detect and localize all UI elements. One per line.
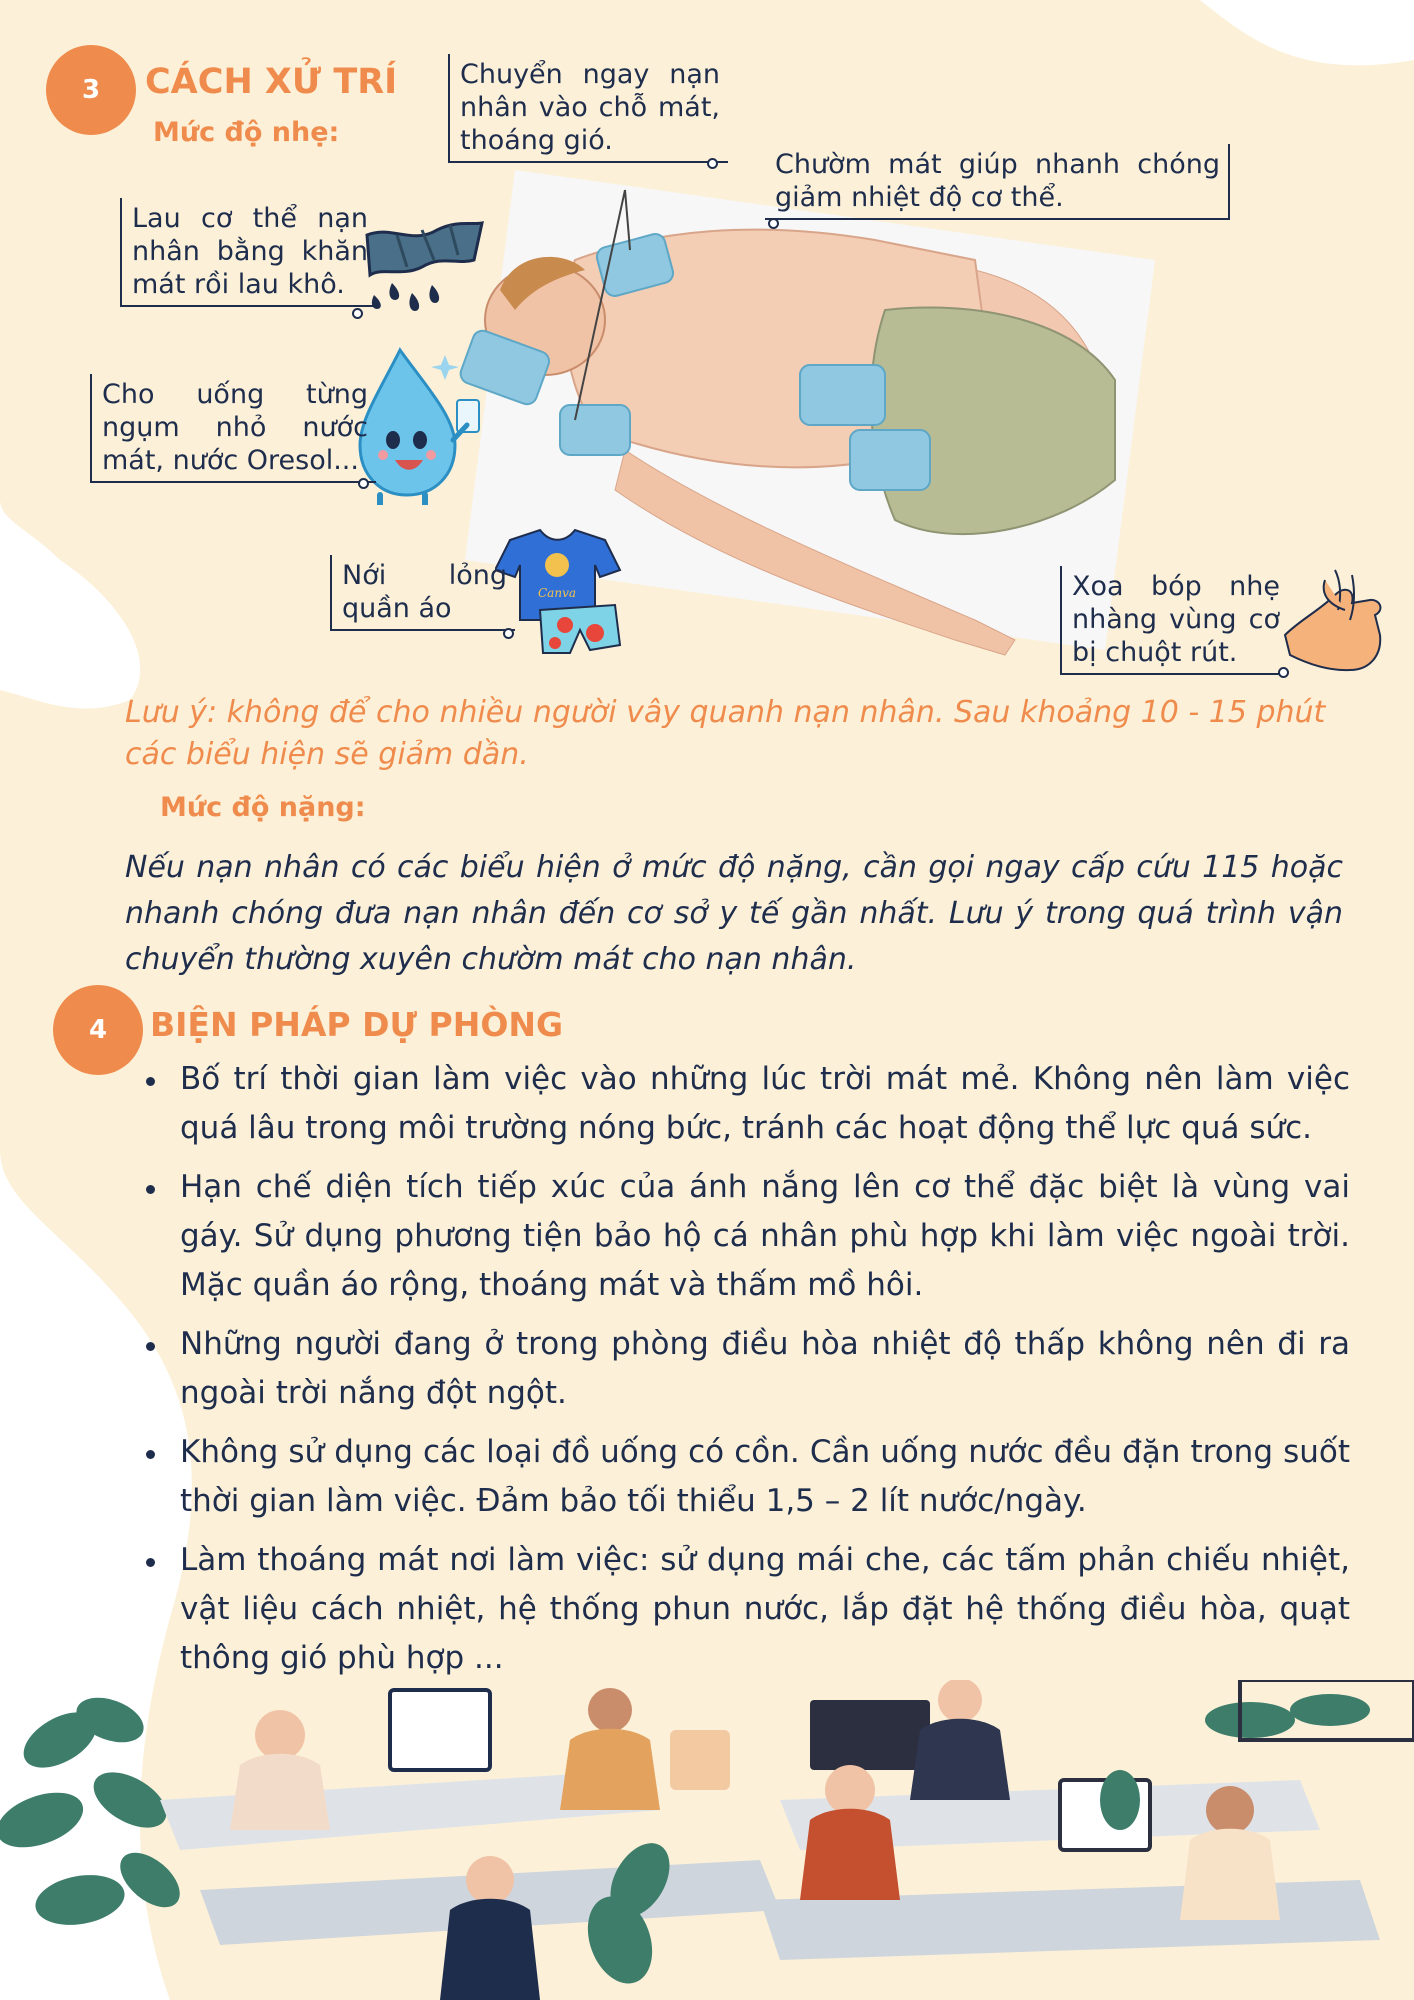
prevention-list [140, 1055, 1350, 1693]
office-workers-illustration [0, 1680, 1414, 2000]
shirt-logo: Canva [538, 586, 576, 600]
severe-heading: Mức độ nặng: [160, 792, 366, 823]
callout-dot [1278, 667, 1289, 678]
callout-massage: Xoa bóp nhẹ nhàng vùng cơ bị chuột rút. [1060, 566, 1288, 675]
mild-heading: Mức độ nhẹ: [153, 117, 340, 148]
mild-note: Lưu ý: không để cho nhiều người vây quanh nạn nhân. Sau khoảng 10 - 15 phút các biểu hiện sẽ giảm dần. [125, 695, 1326, 772]
section-3-number: 3 [46, 45, 136, 135]
callout-dot [358, 478, 369, 489]
list-item: Bố trí thời gian làm việc vào những lúc trời mát mẻ. Không nên làm việc quá lâu trong môi trường nóng bức, tránh các hoạt động thể lực quá sức. [140, 1055, 1350, 1153]
callout-move-to-cool-place: Chuyển ngay nạn nhân vào chỗ mát, thoáng gió. [448, 54, 728, 163]
list-item: Hạn chế diện tích tiếp xúc của ánh nắng lên cơ thể đặc biệt là vùng vai gáy. Sử dụng phương tiện bảo hộ cá nhân phù hợp khi làm việc ngoài trời. Mặc quần áo rộng, thoáng mát và thấm mồ hôi. [140, 1163, 1350, 1310]
list-item: Làm thoáng mát nơi làm việc: sử dụng mái che, các tấm phản chiếu nhiệt, vật liệu cách nhiệt, hệ thống phun nước, lắp đặt hệ thống điều hòa, quạt thông gió phù hợp ... [140, 1536, 1350, 1683]
callout-drink-water: Cho uống từng ngụm nhỏ nước mát, nước Oresol... [90, 374, 376, 483]
section-3-title: CÁCH XỬ TRÍ [145, 62, 398, 102]
callout-dot [768, 218, 779, 229]
callout-loosen-clothes: Nới lỏng quần áo [330, 555, 515, 631]
severe-paragraph: Nếu nạn nhân có các biểu hiện ở mức độ nặng, cần gọi ngay cấp cứu 115 hoặc nhanh chóng đưa nạn nhân đến cơ sở y tế gần nhất. Lưu ý trong quá trình vận chuyển thường xuyên chườm mát cho nạn nhân. [125, 850, 1343, 977]
callout-dot [503, 628, 514, 639]
list-item: Không sử dụng các loại đồ uống có cồn. Cần uống nước đều đặn trong suốt thời gian làm việc. Đảm bảo tối thiểu 1,5 – 2 lít nước/ngày. [140, 1428, 1350, 1526]
callout-dot [707, 158, 718, 169]
callout-wipe-body: Lau cơ thể nạn nhân bằng khăn mát rồi lau khô. [120, 198, 376, 307]
callout-dot [352, 308, 363, 319]
hand-massage-icon [1280, 565, 1395, 675]
callout-cold-compress: Chườm mát giúp nhanh chóng giảm nhiệt độ cơ thể. [765, 144, 1230, 220]
section-4-title: BIỆN PHÁP DỰ PHÒNG [150, 1005, 564, 1044]
section-4-number: 4 [53, 985, 143, 1075]
list-item: Những người đang ở trong phòng điều hòa nhiệt độ thấp không nên đi ra ngoài trời nắng đột ngột. [140, 1320, 1350, 1418]
towel-icon [362, 205, 487, 315]
